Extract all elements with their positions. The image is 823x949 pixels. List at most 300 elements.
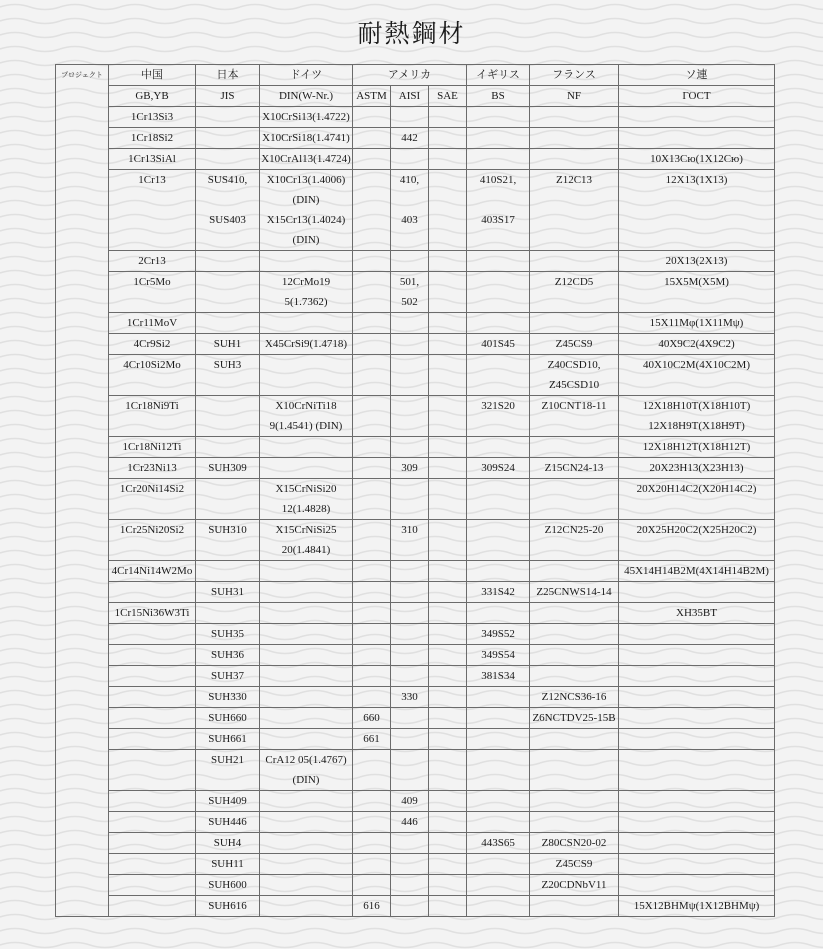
- cell-din: [260, 812, 353, 833]
- cell-bs: [467, 666, 530, 687]
- cell-nf: [530, 875, 619, 896]
- cell-project: [56, 355, 109, 396]
- cell-line: [261, 355, 351, 375]
- cell-line: [430, 149, 465, 169]
- cell-line: [354, 791, 389, 811]
- cell-line: [197, 107, 258, 127]
- cell-din: [260, 582, 353, 603]
- cell-line: [261, 896, 351, 916]
- cell-din: [260, 561, 353, 582]
- cell-bs: [467, 687, 530, 708]
- cell-line: CrA12 05(1.4767): [265, 754, 347, 766]
- cell-line: [392, 854, 427, 874]
- cell-line: Z45CSD10: [548, 379, 600, 391]
- cell-aisi: [391, 396, 429, 437]
- cell-line: [261, 437, 351, 457]
- cell-line: [261, 791, 351, 811]
- cell-din: [260, 729, 353, 750]
- cell-gb-yb: [109, 729, 196, 750]
- cell-line: [57, 107, 107, 127]
- header-bs: BS: [467, 86, 530, 107]
- cell-astm: [353, 582, 391, 603]
- cell-line: [57, 251, 107, 271]
- cell-line: [354, 624, 389, 644]
- cell-line: SUH409: [208, 795, 247, 807]
- cell-line: [468, 107, 528, 127]
- cell-nf: [530, 561, 619, 582]
- cell-din: [260, 437, 353, 458]
- cell-aisi: [391, 582, 429, 603]
- cell-bs: [467, 624, 530, 645]
- cell-gb-yb: [109, 396, 196, 437]
- table-row: [56, 170, 775, 251]
- table-row: [56, 251, 775, 272]
- table-row: [56, 561, 775, 582]
- cell-aisi: [391, 128, 429, 149]
- cell-line: X15CrNiSi25: [275, 524, 337, 536]
- cell-din: [260, 251, 353, 272]
- cell-line: [57, 520, 107, 540]
- cell-line: [531, 437, 617, 457]
- table-row: [56, 603, 775, 624]
- cell-line: [261, 561, 351, 581]
- cell-line: Z80CSN20-02: [541, 837, 607, 849]
- cell-astm: [353, 833, 391, 854]
- cell-astm: [353, 645, 391, 666]
- cell-jis: [196, 603, 260, 624]
- cell-gb-yb: [109, 561, 196, 582]
- header-jis: JIS: [196, 86, 260, 107]
- cell-line: 12X18H10T(X18H10T): [642, 400, 751, 412]
- cell-line: 10X13Cю(1X12Cю): [650, 153, 743, 165]
- cell-line: [57, 603, 107, 623]
- cell-line: [354, 128, 389, 148]
- cell-astm: [353, 107, 391, 128]
- cell-nf: [530, 750, 619, 791]
- cell-sae: [429, 791, 467, 812]
- cell-line: [392, 708, 427, 728]
- cell-line: (DIN): [292, 194, 320, 206]
- page-title: 耐熱鋼材: [357, 21, 466, 48]
- cell-line: [468, 687, 528, 707]
- cell-line: [392, 729, 427, 749]
- cell-line: 309: [401, 462, 418, 474]
- cell-project: [56, 750, 109, 791]
- cell-nf: [530, 107, 619, 128]
- cell-line: X15CrNiSi20: [275, 483, 337, 495]
- cell-line: [392, 355, 427, 375]
- cell-line: [57, 272, 107, 292]
- cell-line: Z12NCS36-16: [541, 691, 607, 703]
- cell-line: [531, 251, 617, 271]
- cell-nf: [530, 128, 619, 149]
- cell-jis: [196, 170, 260, 251]
- cell-bs: [467, 170, 530, 251]
- cell-line: X45CrSi9(1.4718): [264, 338, 348, 350]
- cell-sae: [429, 170, 467, 251]
- cell-bs: [467, 582, 530, 603]
- cell-sae: [429, 128, 467, 149]
- cell-gost: [619, 875, 775, 896]
- cell-line: [354, 355, 389, 375]
- cell-line: [430, 812, 465, 832]
- cell-bs: [467, 355, 530, 396]
- cell-project: [56, 561, 109, 582]
- cell-line: [354, 687, 389, 707]
- cell-gb-yb: [109, 708, 196, 729]
- cell-gb-yb: [109, 854, 196, 875]
- cell-din: [260, 355, 353, 396]
- cell-line: [57, 458, 107, 478]
- cell-gb-yb: [109, 687, 196, 708]
- cell-din: [260, 750, 353, 791]
- cell-line: SUH330: [208, 691, 247, 703]
- table-row: [56, 313, 775, 334]
- cell-gost: [619, 750, 775, 791]
- cell-line: [354, 479, 389, 499]
- cell-sae: [429, 561, 467, 582]
- cell-gost: [619, 107, 775, 128]
- cell-sae: [429, 149, 467, 170]
- cell-line: [531, 666, 617, 686]
- cell-sae: [429, 520, 467, 561]
- cell-jis: [196, 666, 260, 687]
- cell-din: [260, 603, 353, 624]
- cell-bs: [467, 791, 530, 812]
- cell-nf: [530, 396, 619, 437]
- cell-line: [392, 149, 427, 169]
- cell-line: [261, 687, 351, 707]
- cell-jis: [196, 355, 260, 396]
- cell-line: [392, 437, 427, 457]
- cell-line: [392, 896, 427, 916]
- cell-line: [57, 170, 107, 190]
- cell-line: 20(1.4841): [281, 544, 331, 556]
- cell-astm: [353, 561, 391, 582]
- cell-line: 331S42: [481, 586, 515, 598]
- cell-line: [197, 149, 258, 169]
- cell-line: [468, 128, 528, 148]
- cell-line: [430, 645, 465, 665]
- cell-jis: [196, 437, 260, 458]
- cell-line: [468, 875, 528, 895]
- cell-line: SUH31: [210, 586, 244, 598]
- cell-project: [56, 520, 109, 561]
- header-row-standards: [56, 86, 775, 107]
- cell-astm: [353, 708, 391, 729]
- cell-din: [260, 687, 353, 708]
- cell-line: [57, 729, 107, 749]
- cell-aisi: [391, 437, 429, 458]
- cell-line: 15X5M(X5M): [664, 276, 729, 288]
- cell-line: SUH11: [211, 858, 244, 870]
- header-project: プロジェクト: [56, 65, 109, 86]
- cell-line: [392, 313, 427, 333]
- cell-jis: [196, 107, 260, 128]
- header-uk: イギリス: [467, 65, 530, 86]
- cell-line: 403S17: [481, 214, 515, 226]
- cell-line: 409: [401, 795, 418, 807]
- cell-astm: [353, 334, 391, 355]
- cell-line: [57, 313, 107, 333]
- cell-din: [260, 833, 353, 854]
- cell-aisi: [391, 729, 429, 750]
- cell-sae: [429, 812, 467, 833]
- cell-line: 330: [401, 691, 418, 703]
- cell-line: [57, 624, 107, 644]
- cell-nf: [530, 896, 619, 917]
- cell-line: [430, 128, 465, 148]
- cell-sae: [429, 313, 467, 334]
- cell-sae: [429, 896, 467, 917]
- cell-astm: [353, 479, 391, 520]
- cell-line: [57, 561, 107, 581]
- cell-astm: [353, 313, 391, 334]
- cell-project: [56, 170, 109, 251]
- header-project-sub: [56, 86, 109, 107]
- cell-line: [531, 128, 617, 148]
- cell-aisi: [391, 645, 429, 666]
- header-ussr: ソ連: [619, 65, 775, 86]
- cell-sae: [429, 750, 467, 791]
- cell-line: 12(1.4828): [281, 503, 331, 515]
- cell-line: X15Cr13(1.4024): [266, 214, 346, 226]
- cell-line: 40X9C2(4X9C2): [658, 338, 735, 350]
- cell-gost: [619, 582, 775, 603]
- cell-jis: [196, 128, 260, 149]
- cell-gb-yb: [109, 896, 196, 917]
- header-japan: 日本: [196, 65, 260, 86]
- cell-line: [354, 561, 389, 581]
- cell-line: [354, 313, 389, 333]
- cell-project: [56, 833, 109, 854]
- cell-line: [620, 875, 773, 895]
- cell-bs: [467, 396, 530, 437]
- cell-line: [531, 896, 617, 916]
- cell-gost: [619, 624, 775, 645]
- cell-line: [620, 833, 773, 853]
- cell-project: [56, 479, 109, 520]
- cell-nf: [530, 812, 619, 833]
- cell-line: [110, 624, 194, 644]
- cell-line: [261, 313, 351, 333]
- cell-line: SUH309: [208, 462, 247, 474]
- cell-line: [354, 458, 389, 478]
- cell-line: 1Cr20Ni14Si2: [119, 483, 185, 495]
- cell-line: [261, 666, 351, 686]
- cell-nf: [530, 479, 619, 520]
- cell-gb-yb: [109, 666, 196, 687]
- table-row: [56, 687, 775, 708]
- cell-line: [468, 272, 528, 292]
- cell-line: SUH35: [210, 628, 244, 640]
- cell-project: [56, 128, 109, 149]
- cell-line: 15X11Mφ(1X11Mψ): [649, 317, 744, 329]
- cell-line: [197, 128, 258, 148]
- cell-project: [56, 603, 109, 624]
- cell-line: [430, 833, 465, 853]
- cell-gb-yb: [109, 520, 196, 561]
- cell-line: 2Cr13: [138, 255, 166, 267]
- cell-line: Z20CDNbV11: [541, 879, 607, 891]
- cell-line: [57, 896, 107, 916]
- cell-line: [430, 603, 465, 623]
- cell-line: [430, 170, 465, 190]
- cell-nf: [530, 334, 619, 355]
- cell-sae: [429, 437, 467, 458]
- cell-astm: [353, 272, 391, 313]
- cell-bs: [467, 875, 530, 896]
- cell-nf: [530, 645, 619, 666]
- cell-line: [531, 603, 617, 623]
- cell-line: SUH3: [213, 359, 242, 371]
- cell-line: 20X23H13(X23H13): [649, 462, 744, 474]
- cell-line: [468, 520, 528, 540]
- cell-aisi: [391, 666, 429, 687]
- cell-line: [110, 791, 194, 811]
- cell-din: [260, 313, 353, 334]
- cell-gb-yb: [109, 272, 196, 313]
- cell-line: [57, 645, 107, 665]
- cell-nf: [530, 458, 619, 479]
- cell-astm: [353, 603, 391, 624]
- cell-line: [468, 854, 528, 874]
- cell-line: [57, 791, 107, 811]
- cell-line: 1Cr11MoV: [126, 317, 178, 329]
- cell-line: [110, 854, 194, 874]
- table-row: [56, 854, 775, 875]
- cell-jis: [196, 729, 260, 750]
- cell-din: [260, 107, 353, 128]
- cell-sae: [429, 666, 467, 687]
- header-china: 中国: [109, 65, 196, 86]
- cell-line: [468, 603, 528, 623]
- cell-line: 446: [401, 816, 418, 828]
- cell-bs: [467, 479, 530, 520]
- cell-line: SUH21: [210, 754, 244, 766]
- cell-din: [260, 854, 353, 875]
- cell-line: 1Cr18Ni12Ti: [122, 441, 182, 453]
- cell-line: [392, 396, 427, 416]
- cell-gb-yb: [109, 791, 196, 812]
- cell-line: 443S65: [481, 837, 515, 849]
- table-row: [56, 624, 775, 645]
- cell-gost: [619, 854, 775, 875]
- cell-line: [430, 251, 465, 271]
- cell-sae: [429, 708, 467, 729]
- cell-gb-yb: [109, 458, 196, 479]
- cell-line: 15X12BHMψ(1X12BHMψ): [633, 900, 760, 912]
- cell-bs: [467, 708, 530, 729]
- cell-line: 9(1.4541) (DIN): [269, 420, 343, 432]
- cell-astm: [353, 520, 391, 561]
- header-din: DIN(W-Nr.): [260, 86, 353, 107]
- cell-line: SUS410,: [207, 174, 248, 186]
- table-row: [56, 272, 775, 313]
- cell-project: [56, 896, 109, 917]
- cell-aisi: [391, 170, 429, 251]
- cell-gb-yb: [109, 603, 196, 624]
- cell-line: [620, 687, 773, 707]
- cell-line: 349S52: [481, 628, 515, 640]
- cell-bs: [467, 603, 530, 624]
- cell-bs: [467, 750, 530, 791]
- cell-line: [468, 812, 528, 832]
- cell-bs: [467, 251, 530, 272]
- cell-jis: [196, 582, 260, 603]
- cell-line: 381S34: [481, 670, 515, 682]
- cell-line: 20X25H20C2(X25H20C2): [636, 524, 757, 536]
- cell-aisi: [391, 708, 429, 729]
- header-gost: ГОСТ: [619, 86, 775, 107]
- cell-astm: [353, 875, 391, 896]
- cell-bs: [467, 149, 530, 170]
- cell-line: 1Cr23Ni13: [127, 462, 177, 474]
- cell-din: [260, 791, 353, 812]
- cell-line: [261, 624, 351, 644]
- cell-line: 502: [401, 296, 418, 308]
- cell-line: [197, 396, 258, 416]
- cell-jis: [196, 396, 260, 437]
- cell-bs: [467, 812, 530, 833]
- cell-line: 45X14H14B2M(4X14H14B2M): [624, 565, 769, 577]
- cell-gb-yb: [109, 128, 196, 149]
- cell-line: [620, 812, 773, 832]
- cell-aisi: [391, 251, 429, 272]
- cell-line: [354, 833, 389, 853]
- cell-line: [261, 582, 351, 602]
- cell-line: [392, 107, 427, 127]
- cell-line: [57, 666, 107, 686]
- table-row: [56, 729, 775, 750]
- cell-gost: [619, 812, 775, 833]
- cell-line: [110, 687, 194, 707]
- cell-line: 1Cr15Ni36W3Ti: [114, 607, 190, 619]
- cell-line: [620, 729, 773, 749]
- cell-line: 661: [363, 733, 380, 745]
- cell-line: X10CrSi18(1.4741): [262, 132, 350, 144]
- cell-line: Z12CD5: [554, 276, 594, 288]
- cell-line: [57, 128, 107, 148]
- cell-line: [354, 272, 389, 292]
- cell-line: SUH36: [210, 649, 244, 661]
- cell-aisi: [391, 812, 429, 833]
- cell-astm: [353, 854, 391, 875]
- cell-astm: [353, 251, 391, 272]
- cell-aisi: [391, 520, 429, 561]
- cell-line: 1Cr25Ni20Si2: [119, 524, 185, 536]
- header-nf: NF: [530, 86, 619, 107]
- cell-gost: [619, 355, 775, 396]
- cell-line: [354, 334, 389, 354]
- cell-line: [57, 582, 107, 602]
- cell-line: [392, 479, 427, 499]
- cell-jis: [196, 791, 260, 812]
- cell-astm: [353, 170, 391, 251]
- cell-line: [430, 396, 465, 416]
- cell-gost: [619, 708, 775, 729]
- cell-nf: [530, 854, 619, 875]
- cell-line: [57, 708, 107, 728]
- cell-din: [260, 708, 353, 729]
- cell-line: [430, 458, 465, 478]
- cell-gb-yb: [109, 624, 196, 645]
- header-gb-yb: GB,YB: [109, 86, 196, 107]
- cell-line: [261, 251, 351, 271]
- cell-line: 20X13(2X13): [665, 255, 728, 267]
- cell-project: [56, 458, 109, 479]
- cell-line: Z45CS9: [555, 858, 593, 870]
